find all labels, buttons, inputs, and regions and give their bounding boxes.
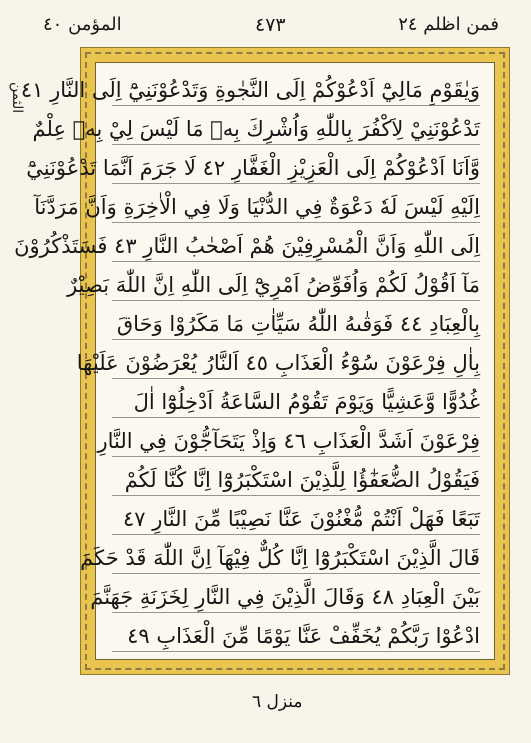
verse-line: مَآ اَقُوْلُ لَكُمْ وَاُفَوِّضُ اَمْرِيْٓ اِلَى اللّٰهِ اِنَّ اللّٰهَ بَصِيْرٌ bbox=[112, 266, 480, 305]
margin-note: الثمن bbox=[9, 82, 25, 114]
juz-header: فمن اظلم ٢٤ bbox=[398, 14, 499, 35]
surah-header: المؤمن ٤٠ bbox=[43, 14, 122, 35]
verse-line: غُدُوًّا وَّعَشِيًّا وَيَوْمَ تَقُوْمُ السَّاعَةُ اَدْخِلُوْٓا اٰلَ bbox=[112, 383, 480, 422]
verse-line: اِلَى اللّٰهِ وَاَنَّ الْمُسْرِفِيْنَ هُمْ اَصْحٰبُ النَّارِ ٤٣ فَسَتَذْكُرُوْنَ bbox=[112, 227, 480, 266]
page-number: ٤٧٣ bbox=[255, 14, 286, 36]
verse-line: بِالْعِبَادِ ٤٤ فَوَقٰىهُ اللّٰهُ سَيِّاٰتِ مَا مَكَرُوْا وَحَاقَ bbox=[112, 305, 480, 344]
verse-line: قَالَ الَّذِيْنَ اسْتَكْبَرُوْٓا اِنَّا كُلٌّ فِيْهَآ اِنَّ اللّٰهَ قَدْ حَكَمَ bbox=[112, 539, 480, 578]
verse-line: اِلَيْهِ لَيْسَ لَهٗ دَعْوَةٌ فِي الدُّنْيَا وَلَا فِي الْاٰخِرَةِ وَاَنَّ مَرَدَّنَآ bbox=[112, 188, 480, 227]
verse-line: فَيَقُوْلُ الضُّعَفٰٓؤُا لِلَّذِيْنَ اسْتَكْبَرُوْٓا اِنَّا كُنَّا لَكُمْ bbox=[112, 461, 480, 500]
verse-line: بَيْنَ الْعِبَادِ ٤٨ وَقَالَ الَّذِيْنَ فِي النَّارِ لِخَزَنَةِ جَهَنَّمَ bbox=[112, 578, 480, 617]
verse-line: وَّاَنَا اَدْعُوْكُمْ اِلَى الْعَزِيْزِ الْغَفَّارِ ٤٢ لَا جَرَمَ اَنَّمَا تَدْعُوْنَنِيْٓ bbox=[112, 149, 480, 188]
verse-line: بِاٰلِ فِرْعَوْنَ سُوْٓءُ الْعَذَابِ ٤٥ اَلنَّارُ يُعْرَضُوْنَ عَلَيْهَا bbox=[112, 344, 480, 383]
verse-line: فِرْعَوْنَ اَشَدَّ الْعَذَابِ ٤٦ وَاِذْ يَتَحَآجُّوْنَ فِي النَّارِ bbox=[112, 422, 480, 461]
verse-line: تَبَعًا فَهَلْ اَنْتُمْ مُّغْنُوْنَ عَنَّا نَصِيْبًا مِّنَ النَّارِ ٤٧ bbox=[112, 500, 480, 539]
verse-line: ادْعُوْا رَبَّكُمْ يُخَفِّفْ عَنَّا يَوْمًا مِّنَ الْعَذَابِ ٤٩ bbox=[112, 617, 480, 656]
manzil-label: منزل ٦ bbox=[252, 692, 303, 712]
verse-line: تَدْعُوْنَنِيْ لِاَكْفُرَ بِاللّٰهِ وَاُشْرِكَ بِهٖ مَا لَيْسَ لِيْ بِهٖ عِلْمٌ bbox=[112, 110, 480, 149]
verse-line: وَيٰقَوْمِ مَالِيْٓ اَدْعُوْكُمْ اِلَى النَّجٰوةِ وَتَدْعُوْنَنِيْٓ اِلَى النَّارِ ٤١ bbox=[112, 71, 480, 110]
